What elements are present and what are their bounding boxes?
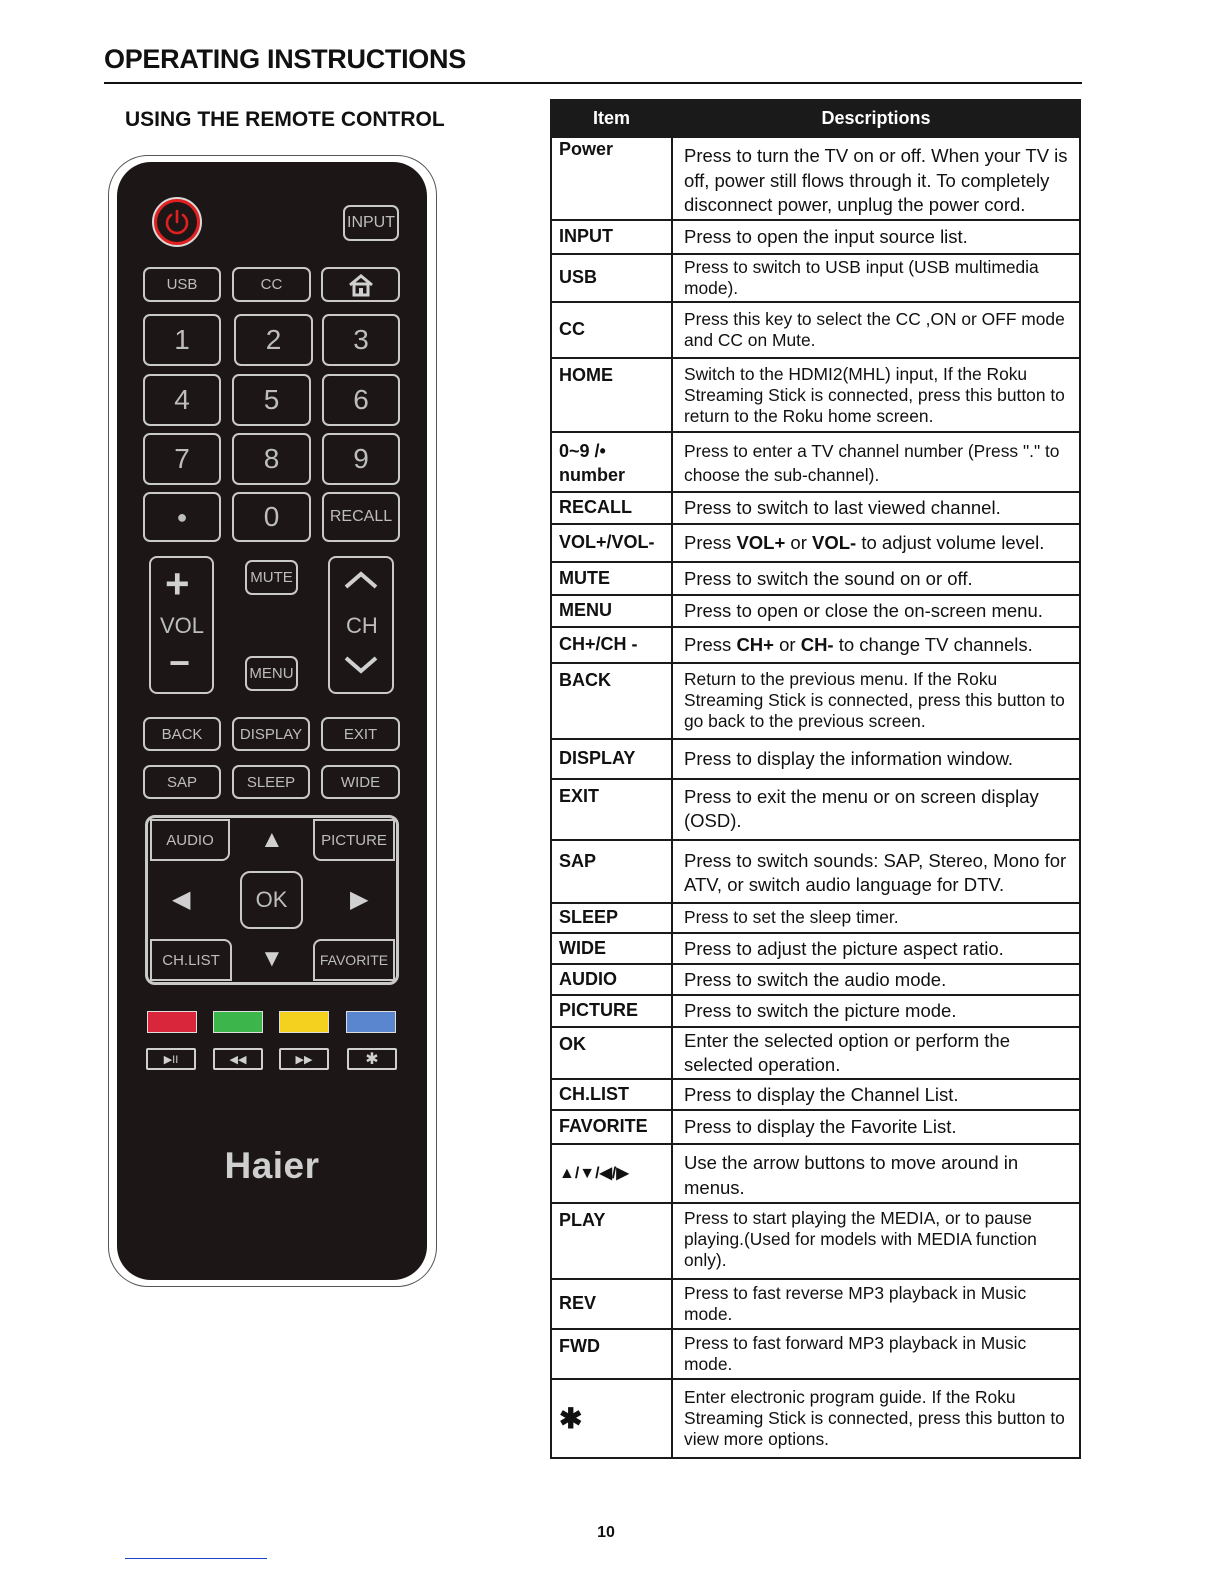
table-row bbox=[551, 739, 1080, 779]
play-pause-button: ▶II bbox=[146, 1048, 196, 1070]
fast-forward-button: ▶▶ bbox=[279, 1048, 329, 1070]
ok-button: OK bbox=[240, 871, 303, 929]
star-button: ✱ bbox=[347, 1048, 397, 1070]
description-cell: Press to switch to USB input (USB multimedia mode). bbox=[672, 254, 1080, 302]
mute-button: MUTE bbox=[245, 560, 298, 595]
description-cell: Press to switch the audio mode. bbox=[672, 964, 1080, 995]
table-row bbox=[551, 254, 1080, 302]
wide-button: WIDE bbox=[321, 765, 400, 799]
description-cell: Press to enter a TV channel number (Press "." to choose the sub-channel). bbox=[672, 432, 1080, 492]
table-row bbox=[551, 1329, 1080, 1379]
recall-button: RECALL bbox=[322, 492, 400, 542]
digit-4-button: 4 bbox=[143, 374, 221, 426]
description-cell: Press to fast reverse MP3 playback in Music mode. bbox=[672, 1279, 1080, 1329]
item-cell: WIDE bbox=[551, 933, 672, 964]
power-icon bbox=[162, 207, 192, 237]
description-cell: Press to fast forward MP3 playback in Music mode. bbox=[672, 1329, 1080, 1379]
item-cell: PLAY bbox=[551, 1203, 672, 1279]
description-cell: Press CH+ or CH- to change TV channels. bbox=[672, 627, 1080, 663]
item-cell: USB bbox=[551, 254, 672, 302]
description-cell: Enter the selected option or perform the selected operation. bbox=[672, 1027, 1080, 1079]
description-cell: Press to switch the sound on or off. bbox=[672, 562, 1080, 595]
item-cell: AUDIO bbox=[551, 964, 672, 995]
item-cell: FAVORITE bbox=[551, 1110, 672, 1144]
table-row bbox=[551, 903, 1080, 933]
table-row bbox=[551, 302, 1080, 358]
channel-up-icon bbox=[343, 570, 379, 590]
title-rule bbox=[104, 82, 1082, 84]
item-cell: MUTE bbox=[551, 562, 672, 595]
digit-9-button: 9 bbox=[322, 433, 400, 485]
table-row bbox=[551, 137, 1080, 220]
rewind-button: ◀◀ bbox=[213, 1048, 263, 1070]
sap-button: SAP bbox=[143, 765, 221, 799]
brand-logo: Haier bbox=[224, 1145, 320, 1186]
section-title: USING THE REMOTE CONTROL bbox=[125, 108, 445, 131]
favorite-button: FAVORITE bbox=[313, 939, 395, 981]
item-cell: SLEEP bbox=[551, 903, 672, 933]
table-header-row bbox=[551, 100, 1080, 137]
item-cell: EXIT bbox=[551, 779, 672, 840]
ch-label: CH bbox=[346, 613, 378, 638]
display-button: DISPLAY bbox=[232, 717, 310, 751]
table-row bbox=[551, 1079, 1080, 1110]
digit-1-button: 1 bbox=[143, 314, 221, 366]
table-row bbox=[551, 995, 1080, 1027]
description-cell: Press to display the Channel List. bbox=[672, 1079, 1080, 1110]
description-cell: Press to adjust the picture aspect ratio. bbox=[672, 933, 1080, 964]
vol-label: VOL bbox=[160, 613, 205, 638]
table-row bbox=[551, 358, 1080, 432]
green-key bbox=[213, 1011, 263, 1033]
digit-3-button: 3 bbox=[322, 314, 400, 366]
description-cell: Press to set the sleep timer. bbox=[672, 903, 1080, 933]
description-cell: Switch to the HDMI2(MHL) input, If the Roku Streaming Stick is connected, press this button to return to the Roku home screen. bbox=[672, 358, 1080, 432]
table-row bbox=[551, 964, 1080, 995]
sleep-button: SLEEP bbox=[232, 765, 310, 799]
table-row bbox=[551, 1144, 1080, 1203]
digit-2-button: 2 bbox=[234, 314, 313, 366]
table-row bbox=[551, 663, 1080, 739]
yellow-key bbox=[279, 1011, 329, 1033]
description-cell: Enter electronic program guide. If the Roku Streaming Stick is connected, press this button to view more options. bbox=[672, 1379, 1080, 1458]
table-row bbox=[551, 627, 1080, 663]
arrow-left-icon: ◀ bbox=[172, 886, 191, 913]
item-cell: SAP bbox=[551, 840, 672, 903]
table-row bbox=[551, 1110, 1080, 1144]
description-cell: Press to exit the menu or on screen display (OSD). bbox=[672, 779, 1080, 840]
menu-button: MENU bbox=[245, 656, 298, 691]
table-row bbox=[551, 840, 1080, 903]
blue-key bbox=[346, 1011, 396, 1033]
arrow-down-icon: ▼ bbox=[260, 945, 284, 972]
table-row bbox=[551, 1027, 1080, 1079]
digit-0-button: 0 bbox=[232, 492, 311, 542]
input-button: INPUT bbox=[343, 205, 399, 241]
table-row bbox=[551, 933, 1080, 964]
item-cell: PICTURE bbox=[551, 995, 672, 1027]
item-cell: CC bbox=[551, 302, 672, 358]
item-column-header: Item bbox=[551, 100, 672, 137]
description-cell: Press to switch sounds: SAP, Stereo, Mono for ATV, or switch audio language for DTV. bbox=[672, 840, 1080, 903]
home-icon bbox=[347, 273, 375, 297]
item-cell: CH+/CH - bbox=[551, 627, 672, 663]
table-row bbox=[551, 1203, 1080, 1279]
description-cell: Use the arrow buttons to move around in menus. bbox=[672, 1144, 1080, 1203]
item-cell: MENU bbox=[551, 595, 672, 627]
description-cell: Press VOL+ or VOL- to adjust volume level. bbox=[672, 524, 1080, 562]
table-row bbox=[551, 562, 1080, 595]
description-cell: Press to turn the TV on or off. When your TV is off, power still flows through it. To completely disconnect power, unplug the power cord. bbox=[672, 137, 1080, 220]
item-cell: 0~9 /• number bbox=[551, 432, 672, 492]
item-cell: Power bbox=[551, 137, 672, 220]
usb-button: USB bbox=[143, 267, 221, 302]
page-number: 10 bbox=[597, 1524, 615, 1541]
description-cell: Press to start playing the MEDIA, or to pause playing.(Used for models with MEDIA function only). bbox=[672, 1203, 1080, 1279]
remote-functions-table bbox=[550, 99, 1081, 1459]
item-cell: VOL+/VOL- bbox=[551, 524, 672, 562]
arrow-right-icon: ▶ bbox=[350, 886, 369, 913]
item-cell: DISPLAY bbox=[551, 739, 672, 779]
table-row bbox=[551, 1279, 1080, 1329]
item-cell: INPUT bbox=[551, 220, 672, 254]
item-cell: HOME bbox=[551, 358, 672, 432]
description-cell: Press to switch the picture mode. bbox=[672, 995, 1080, 1027]
audio-button: AUDIO bbox=[150, 819, 230, 861]
item-cell: RECALL bbox=[551, 492, 672, 524]
description-cell: Press to open or close the on-screen menu. bbox=[672, 595, 1080, 627]
description-cell: Press to display the Favorite List. bbox=[672, 1110, 1080, 1144]
power-button bbox=[152, 197, 202, 247]
footer-line bbox=[125, 1558, 267, 1559]
digit-6-button: 6 bbox=[322, 374, 400, 426]
table-row bbox=[551, 492, 1080, 524]
vol-plus-label: + bbox=[165, 560, 190, 607]
cc-button: CC bbox=[232, 267, 311, 302]
channel-down-icon bbox=[343, 655, 379, 675]
digit-8-button: 8 bbox=[232, 433, 311, 485]
home-button bbox=[321, 267, 400, 302]
description-cell: Return to the previous menu. If the Roku Streaming Stick is connected, press this button to go back to the previous screen. bbox=[672, 663, 1080, 739]
item-cell: REV bbox=[551, 1279, 672, 1329]
back-button: BACK bbox=[143, 717, 221, 751]
table-row bbox=[551, 220, 1080, 254]
description-cell: Press to switch to last viewed channel. bbox=[672, 492, 1080, 524]
vol-minus-label: − bbox=[169, 642, 191, 683]
item-cell: OK bbox=[551, 1027, 672, 1079]
item-cell: ▲/▼/◀/▶ bbox=[551, 1144, 672, 1203]
table-row bbox=[551, 595, 1080, 627]
digit-7-button: 7 bbox=[143, 433, 221, 485]
description-cell: Press to display the information window. bbox=[672, 739, 1080, 779]
item-cell: FWD bbox=[551, 1329, 672, 1379]
table-row bbox=[551, 779, 1080, 840]
table-row bbox=[551, 432, 1080, 492]
picture-button: PICTURE bbox=[313, 819, 395, 861]
item-cell: CH.LIST bbox=[551, 1079, 672, 1110]
digit-5-button: 5 bbox=[232, 374, 311, 426]
table-row bbox=[551, 1379, 1080, 1458]
item-cell: ✱ bbox=[551, 1379, 672, 1458]
exit-button: EXIT bbox=[321, 717, 400, 751]
table-row bbox=[551, 524, 1080, 562]
description-cell: Press to open the input source list. bbox=[672, 220, 1080, 254]
item-cell: BACK bbox=[551, 663, 672, 739]
page-title: OPERATING INSTRUCTIONS bbox=[104, 44, 466, 74]
red-key bbox=[147, 1011, 197, 1033]
arrow-up-icon: ▲ bbox=[260, 826, 284, 853]
description-column-header: Descriptions bbox=[672, 100, 1080, 137]
chlist-button: CH.LIST bbox=[150, 939, 232, 981]
dot-button: ● bbox=[143, 492, 221, 542]
description-cell: Press this key to select the CC ,ON or OFF mode and CC on Mute. bbox=[672, 302, 1080, 358]
